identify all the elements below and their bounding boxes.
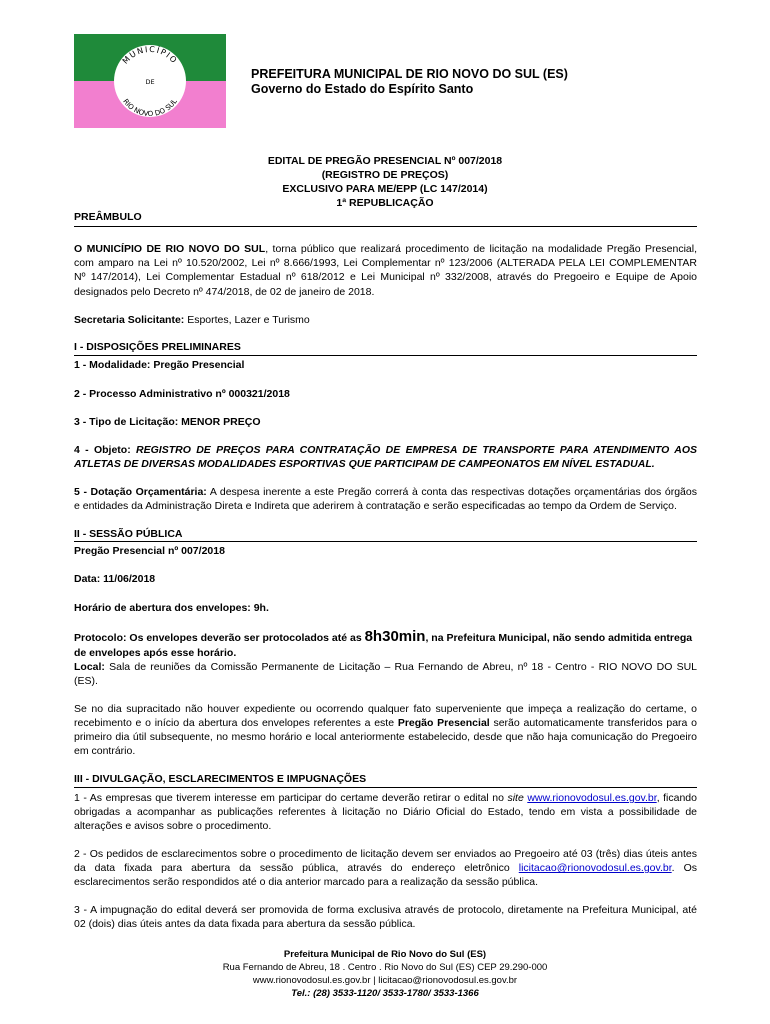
footer-contacts: www.rionovodosul.es.gov.br | licitacao@rionovodosul.es.gov.br [252,975,518,986]
divider [74,226,697,227]
item-objeto: 4 - Objeto: REGISTRO DE PREÇOS PARA CONTRATAÇÃO DE EMPRESA DE TRANSPORTE PARA ATENDIMENTO AOS [74,444,698,456]
preambulo-line: Nº 147/2014), Lei Complementar Estadual nº 618/2012 e Lei Municipal nº 332/2008, através do Pregoeiro e Equipe de Apoio [74,271,697,283]
divider [74,355,697,356]
item-1-line: alterações e avisos sobre o procedimento. [74,820,272,832]
svg-text:RIO NOVO DO SUL: RIO NOVO DO SUL [121,97,179,119]
section-2-heading: II - SESSÃO PÚBLICA [74,528,183,540]
edital-exclusivo: EXCLUSIVO PARA ME/EPP (LC 147/2014) [282,183,488,195]
sessao-data: Data: 11/06/2018 [74,573,156,585]
header-subtitle: Governo do Estado do Espírito Santo [251,82,474,96]
footer-address: Rua Fernando de Abreu, 18 . Centro . Rio Novo do Sul (ES) CEP 29.290-000 [222,962,548,973]
edital-registro: (REGISTRO DE PREÇOS) [321,169,449,181]
item-dotacao-cont: e entidades da Administração Direta e Indireta que aderirem à contratação e serão especificadas ao tempo da Ordem de Serviço. [74,500,677,512]
edital-republicacao: 1ª REPUBLICAÇÃO [336,197,434,209]
protocolo-line: Protocolo: Os envelopes deverão ser protocolados até as 8h30min, na Prefeitura Municipal, não sendo admitida entrega [74,628,693,645]
divider [74,541,697,542]
item-1-line: 1 - As empresas que tiverem interesse em participar do certame deverão retirar o edital no site www.rionovodosul.es.gov.br, ficando [74,792,697,804]
secretaria-solicitante: Secretaria Solicitante: Esportes, Lazer e Turismo [74,314,310,326]
item-processo: 2 - Processo Administrativo nº 000321/2018 [74,388,290,400]
footer-phones: Tel.: (28) 3533-1120/ 3533-1780/ 3533-1366 [291,988,479,999]
edital-title: EDITAL DE PREGÃO PRESENCIAL Nº 007/2018 [267,155,503,167]
item-objeto-cont: ATLETAS DE DIVERSAS MODALIDADES ESPORTIVAS QUE PARTICIPAM DE CAMPEONATOS EM NÍVEL ESTADUAL. [74,458,655,470]
item-dotacao: 5 - Dotação Orçamentária: A despesa inerente a este Pregão correrá à conta das respectivas dotações orçamentárias dos órgãos [74,486,697,498]
item-tipo-licitacao: 3 - Tipo de Licitação: MENOR PREÇO [74,416,261,428]
site-link[interactable]: www.rionovodosul.es.gov.br [527,792,657,804]
svg-text:MUNICÍPIO: MUNICÍPIO [120,44,180,66]
local-line: Local: Sala de reuniões da Comissão Permanente de Licitação – Rua Fernando de Abreu, nº 18 - Centro - RIO NOVO DO SUL [74,661,697,673]
divider [74,787,697,788]
item-2-line: esclarecimentos serão respondidos até o dia anterior marcado para a realização da sessão pública. [74,876,539,888]
email-link[interactable]: licitacao@rionovodosul.es.gov.br [518,862,672,874]
header-title: PREFEITURA MUNICIPAL DE RIO NOVO DO SUL (ES) [251,67,568,81]
svg-text:DE: DE [145,78,155,86]
paragraph-line: em contrário. [74,745,136,757]
item-3-line: 3 - A impugnação do edital deverá ser promovida de forma exclusiva através de protocolo, diretamente na Prefeitura Municipal, até [74,904,697,916]
pregao-numero: Pregão Presencial nº 007/2018 [74,545,225,557]
preambulo-line: designados pelo Decreto nº 474/2018, de 02 de janeiro de 2018. [74,286,375,298]
section-1-heading: I - DISPOSIÇÕES PRELIMINARES [74,341,241,353]
preambulo-line: com amparo na Lei nº 10.520/2002, Lei nº 8.666/1993, Lei Complementar nº 123/2006 (ALTERADA PELA LEI COMPLEMENTAR [74,257,697,269]
item-2-line: 2 - Os pedidos de esclarecimentos sobre o procedimento de licitação devem ser enviados ao Pregoeiro até 03 (três) dias úteis antes [74,848,697,860]
paragraph-line: primeiro dia útil subsequente, no mesmo horário e local anteriormente estabelecido, desde que não haja comunicação do Pregoeiro [74,731,697,743]
item-modalidade: 1 - Modalidade: Pregão Presencial [74,359,245,371]
sessao-horario: Horário de abertura dos envelopes: 9h. [74,602,269,614]
section-3-heading: III - DIVULGAÇÃO, ESCLARECIMENTOS E IMPUGNAÇÕES [74,773,367,785]
item-2-line: da data fixada para abertura da sessão pública, através do endereço eletrônico licitacao@rionovodosul.es.gov.br. Os [74,862,697,874]
preambulo-line: O MUNICÍPIO DE RIO NOVO DO SUL, torna público que realizará procedimento de licitação na modalidade Pregão Presencial, [74,243,697,255]
protocolo-cont: de envelopes após esse horário. [74,647,237,659]
paragraph-line: recebimento e o início da abertura dos envelopes referentes a este Pregão Presencial serão automaticamente transferidos para o [74,717,697,729]
preambulo-heading: PREÂMBULO [74,211,142,223]
footer-org: Prefeitura Municipal de Rio Novo do Sul (ES) [283,949,487,960]
municipal-flag-logo [74,34,226,128]
item-3-line: 02 (dois) dias úteis antes da data fixada para abertura da sessão pública. [74,918,416,930]
paragraph-line: Se no dia supracitado não houver expediente ou ocorrendo qualquer fato superveniente que impeça a realização do certame, o [74,703,697,715]
local-cont: (ES). [74,675,98,687]
item-1-line: obrigadas a acompanhar as publicações referentes à licitação no Diário Oficial do Estado, tendo em vista a possibilidade de [74,806,697,818]
